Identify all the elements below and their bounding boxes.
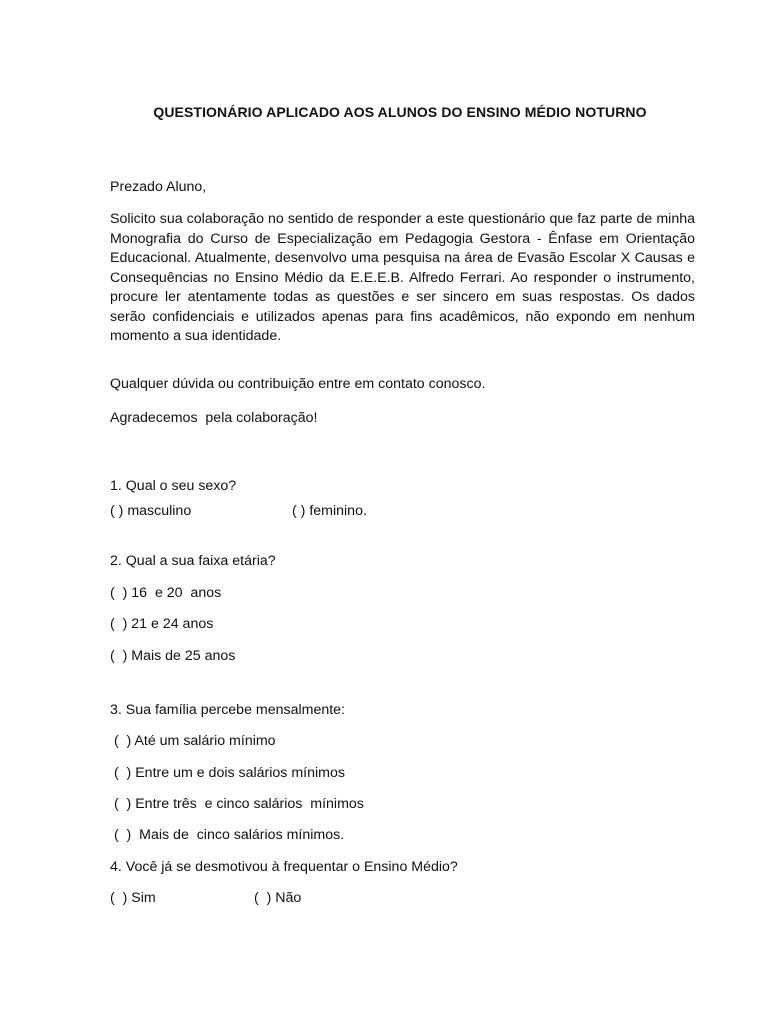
question-3-prompt: 3. Sua família percebe mensalmente: [110,702,346,718]
question-2-prompt: 2. Qual a sua faixa etária? [110,553,276,569]
question-4-option-nao[interactable]: ( ) Não [254,890,302,906]
question-4-prompt: 4. Você já se desmotivou à frequentar o Ensino Médio? [110,859,458,875]
contact-note: Qualquer dúvida ou contribuição entre em contato conosco. [110,376,486,392]
question-2-option-16-20[interactable]: ( ) 16 e 20 anos [110,585,222,601]
question-3-option-1[interactable]: ( ) Até um salário mínimo [110,733,276,749]
question-2-option-21-24[interactable]: ( ) 21 e 24 anos [110,616,214,632]
intro-paragraph: Solicito sua colaboração no sentido de responder a este questionário que faz parte de minha Monografia do Curso de Especialização em Pedagogia Gestora - Ênfase em Orientação Educacional. Atualmente, desenvolvo uma pesquisa na área de Evasão Escolar X Causas e Consequências no Ensino Médio da E.E.E.B. Alfredo Ferrari. Ao responder o instrumento, procure ler atentamente todas as questões e ser sincero em suas respostas. Os dados serão confidenciais e utilizados apenas para fins acadêmicos, não expondo em nenhum momento a sua identidade. [110,211,695,344]
greeting: Prezado Aluno, [110,179,207,195]
question-1-option-feminino[interactable]: ( ) feminino. [292,503,367,519]
question-1-option-masculino[interactable]: ( ) masculino [110,503,192,519]
question-4-option-sim[interactable]: ( ) Sim [110,890,156,906]
question-1-prompt: 1. Qual o seu sexo? [110,478,237,494]
question-3-option-2[interactable]: ( ) Entre um e dois salários mínimos [110,765,345,781]
document-title: QUESTIONÁRIO APLICADO AOS ALUNOS DO ENSINO MÉDIO NOTURNO [153,104,647,120]
thanks-note: Agradecemos pela colaboração! [110,410,318,426]
question-3-option-3[interactable]: ( ) Entre três e cinco salários mínimos [110,796,364,812]
question-2-option-25-plus[interactable]: ( ) Mais de 25 anos [110,648,236,664]
question-3-option-4[interactable]: ( ) Mais de cinco salários mínimos. [110,827,345,843]
